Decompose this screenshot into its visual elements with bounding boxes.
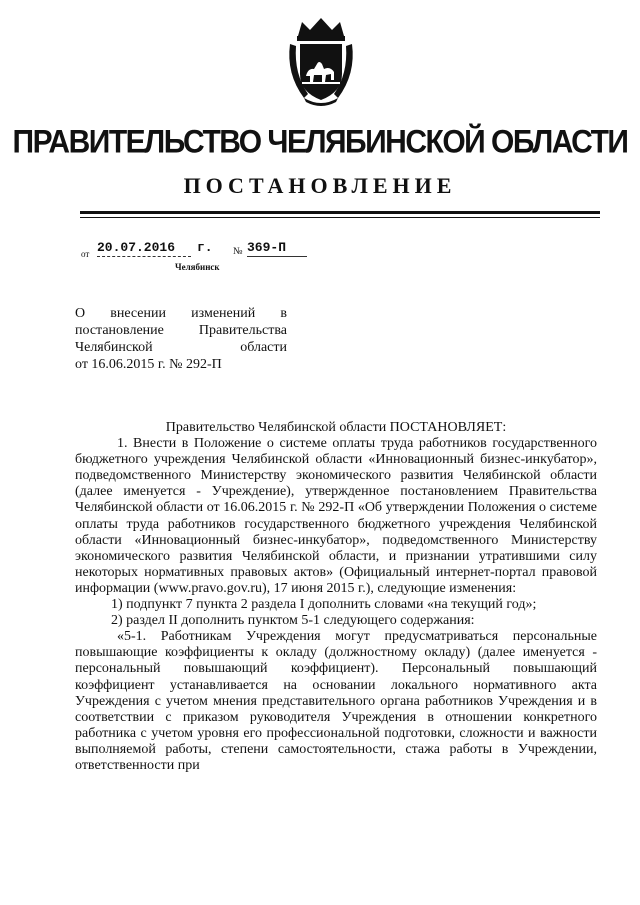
subject-line: Челябинской области xyxy=(75,340,287,355)
coat-of-arms-emblem xyxy=(284,14,358,106)
header-rule-thin xyxy=(80,217,600,218)
document-number: 369-П xyxy=(247,240,307,257)
document-subject xyxy=(75,305,287,373)
header-rule-thick xyxy=(80,211,600,214)
year-suffix: г. xyxy=(197,240,213,255)
document-type-title: ПОСТАНОВЛЕНИЕ xyxy=(183,173,457,198)
number-label: № xyxy=(233,246,243,257)
list-item: 2) раздел II дополнить пунктом 5-1 следующего содержания: xyxy=(111,613,475,629)
paragraph-5-1: «5-1. Работникам Учреждения могут предусматриваться персональные повышающие коэффициенты к окладу (должностному окладу) (далее именуется - персональный повышающий коэффициент). Персональный повышающий коэффициент устанавливается на основании локального нормативного акта Учреждения с учетом мнения представительного органа работников Учреждения и в соответствии с приказом руководителя Учреждения в отношении конкретного работника с учетом уровня его профессиональной подготовки, сложности и важности выполняемой работы, степени самостоятельности, стажа работы в Учреждении, ответственности при xyxy=(75,629,597,773)
list-item: 1) подпункт 7 пункта 2 раздела I дополнить словами «на текущий год»; xyxy=(111,597,537,613)
from-label: от xyxy=(81,249,90,259)
document-date: 20.07.2016 xyxy=(97,240,191,257)
subject-line: постановление Правительства xyxy=(75,323,287,338)
resolution-intro: Правительство Челябинской области ПОСТАНОВЛЯЕТ: xyxy=(165,420,507,435)
organization-title: ПРАВИТЕЛЬСТВО ЧЕЛЯБИНСКОЙ ОБЛАСТИ xyxy=(12,124,628,161)
subject-line: О внесении изменений в xyxy=(75,306,287,321)
paragraph-1: 1. Внести в Положение о системе оплаты труда работников государственного бюджетного учреждения Челябинской области «Инновационный бизнес-инкубатор», подведомственного Министерству экономического развития Челябинской области (далее именуется - Учреждение), утвержденное постановлением Правительства Челябинской области от 16.06.2015 г. № 292-П «Об утверждении Положения о системе оплаты труда работников государственного бюджетного учреждения Челябинской области «Инновационный бизнес-инкубатор», подведомственного Министерству экономического развития Челябинской области, и признании утратившими силу некоторых нормативных правовых актов» (Официальный интернет-портал правовой информации (www.pravo.gov.ru), 17 июня 2015 г.), следующие изменения: xyxy=(75,436,597,596)
dateline xyxy=(81,240,341,276)
document-body xyxy=(75,420,597,774)
city-name: Челябинск xyxy=(175,262,220,272)
subject-line: от 16.06.2015 г. № 292-П xyxy=(75,357,222,372)
